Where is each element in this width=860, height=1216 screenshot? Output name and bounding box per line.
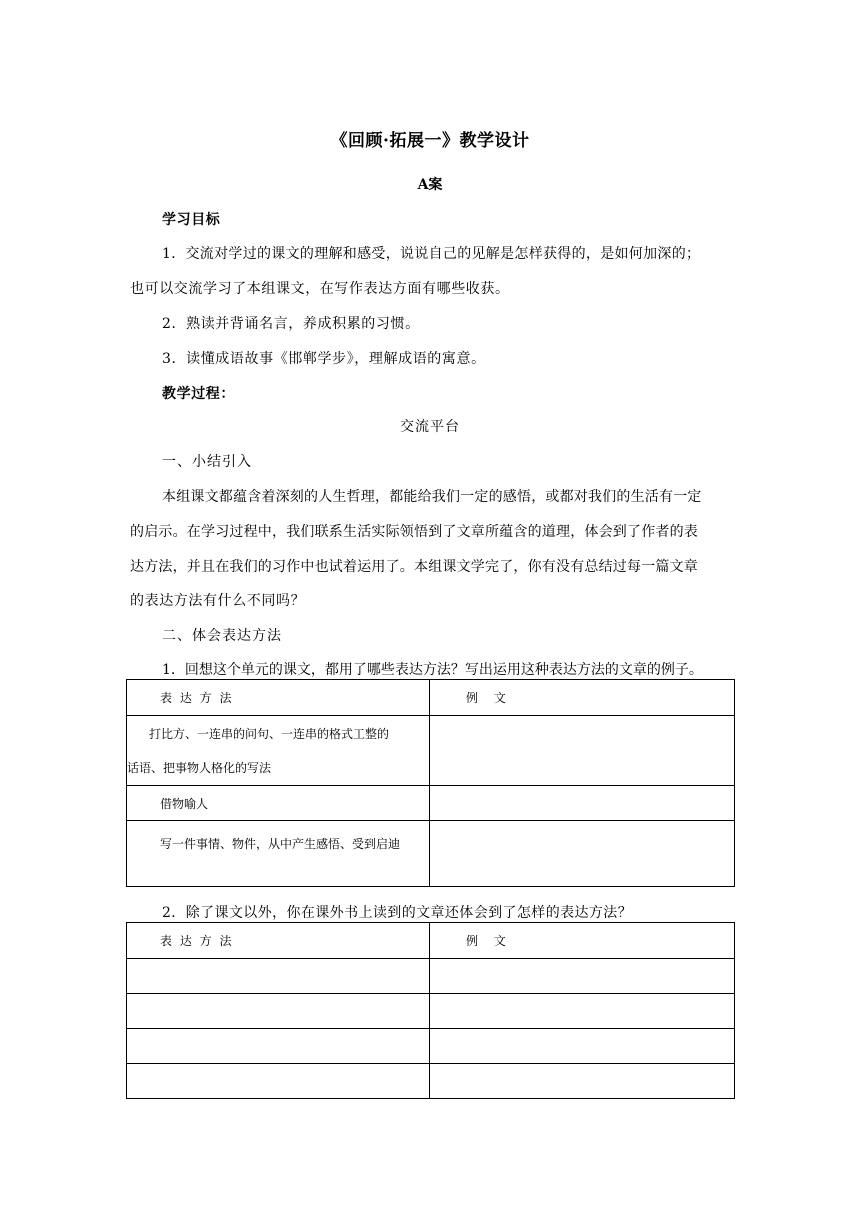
table-cell-method bbox=[127, 821, 430, 887]
header-example-label: 例 文 bbox=[466, 934, 506, 948]
method-text: 写一件事情、物件，从中产生感悟、受到启迪 bbox=[160, 837, 401, 851]
header-method-label: 表 达 方 法 bbox=[160, 691, 234, 705]
table-cell-method bbox=[127, 1029, 430, 1064]
process-heading: 教学过程： bbox=[162, 386, 235, 402]
table-cell-method bbox=[127, 959, 430, 994]
table-cell-method bbox=[127, 1064, 430, 1099]
intro-paragraph-line-3: 达方法，并且在我们的习作中也试着运用了。本组课文学完了，你有没有总结过每一篇文章 bbox=[130, 559, 698, 575]
table-header-row bbox=[127, 923, 735, 959]
table-header-cell bbox=[127, 923, 430, 959]
table-header-cell bbox=[430, 923, 735, 959]
table-row bbox=[127, 1029, 735, 1064]
method-text-line-2: 话语、把事物人格化的写法 bbox=[127, 760, 272, 775]
table-row bbox=[127, 716, 735, 786]
table-cell-example bbox=[430, 994, 735, 1029]
table-header-row bbox=[127, 680, 735, 716]
table-cell-example bbox=[430, 1029, 735, 1064]
intro-paragraph-line-4: 的表达方法有什么不同吗？ bbox=[130, 593, 306, 609]
table-cell-method bbox=[127, 994, 430, 1029]
table-row bbox=[127, 959, 735, 994]
intro-paragraph-line-1: 本组课文都蕴含着深刻的人生哲理，都能给我们一定的感悟，或都对我们的生活有一定 bbox=[162, 489, 702, 505]
table-cell-method bbox=[127, 786, 430, 821]
goal-item-1-line-2: 也可以交流学习了本组课文，在写作表达方面有哪些收获。 bbox=[130, 281, 510, 297]
goals-heading: 学习目标 bbox=[162, 212, 221, 228]
question-2: 2．除了课文以外，你在课外书上读到的文章还体会到了怎样的表达方法？ bbox=[162, 905, 633, 921]
table-header-cell bbox=[127, 680, 430, 716]
methods-table-2 bbox=[126, 922, 735, 1099]
section-2-heading: 二、体会表达方法 bbox=[162, 628, 282, 644]
question-1: 1．回想这个单元的课文，都用了哪些表达方法？写出运用这种表达方法的文章的例子。 bbox=[162, 662, 703, 678]
table-cell-example bbox=[430, 786, 735, 821]
table-cell-method bbox=[127, 716, 430, 786]
table-cell-example bbox=[430, 716, 735, 786]
table-header-cell bbox=[430, 680, 735, 716]
goal-item-2: 2．熟读并背诵名言，养成积累的习惯。 bbox=[162, 316, 420, 332]
method-text: 借物喻人 bbox=[160, 796, 209, 811]
goal-item-3: 3．读懂成语故事《邯郸学步》，理解成语的寓意。 bbox=[162, 351, 486, 367]
table-cell-example bbox=[430, 1064, 735, 1099]
table-row bbox=[127, 994, 735, 1029]
header-method-label: 表 达 方 法 bbox=[160, 934, 234, 948]
table-row bbox=[127, 1064, 735, 1099]
table-cell-example bbox=[430, 821, 735, 887]
platform-heading: 交流平台 bbox=[400, 419, 460, 435]
goal-item-1-line-1: 1．交流对学过的课文的理解和感受，说说自己的见解是怎样获得的，是如何加深的； bbox=[162, 246, 701, 262]
method-text-line-1: 打比方、一连串的问句、一连串的格式工整的 bbox=[149, 726, 390, 741]
methods-table-1 bbox=[126, 679, 735, 887]
table-row bbox=[127, 821, 735, 887]
table-cell-example bbox=[430, 959, 735, 994]
intro-paragraph-line-2: 的启示。在学习过程中，我们联系生活实际领悟到了文章所蕴含的道理，体会到了作者的表 bbox=[130, 524, 698, 540]
document-title: 《回顾·拓展一》教学设计 bbox=[330, 131, 530, 151]
table-row bbox=[127, 786, 735, 821]
section-1-heading: 一、小结引入 bbox=[162, 454, 252, 470]
header-example-label: 例 文 bbox=[466, 691, 506, 705]
plan-label: A案 bbox=[417, 177, 443, 193]
